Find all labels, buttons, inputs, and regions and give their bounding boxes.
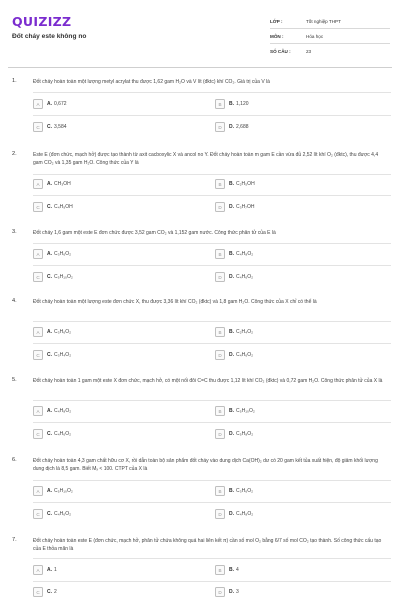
option-value: C₄H₈O₂ (236, 511, 254, 517)
option-d[interactable] (215, 429, 253, 439)
option-letter-box: A (33, 179, 43, 189)
option-value: C₅H₁₀O₂ (54, 274, 73, 280)
option-label: A. (47, 329, 52, 335)
header-divider (8, 67, 392, 68)
option-a[interactable] (33, 99, 67, 109)
option-letter-box: B (215, 565, 225, 575)
option-label: B. (229, 329, 234, 335)
question-divider (33, 480, 391, 481)
option-value: 3,584 (54, 124, 67, 130)
option-label: C. (47, 204, 52, 210)
option-divider (33, 195, 391, 196)
option-c[interactable] (33, 202, 73, 212)
question-number: 4. (12, 298, 17, 304)
option-divider (33, 265, 391, 266)
option-letter-box: A (33, 565, 43, 575)
option-label: B. (229, 101, 234, 107)
option-label: A. (47, 567, 52, 573)
question-number: 3. (12, 229, 17, 235)
option-letter-box: C (33, 202, 43, 212)
option-divider (33, 502, 391, 503)
option-divider (33, 343, 391, 344)
option-letter-box: B (215, 486, 225, 496)
option-b[interactable] (215, 99, 249, 109)
option-c[interactable] (33, 122, 67, 132)
option-letter-box: A (33, 406, 43, 416)
option-divider (33, 581, 391, 582)
option-c[interactable] (33, 272, 73, 282)
option-b[interactable] (215, 486, 253, 496)
option-letter-box: C (33, 429, 43, 439)
option-a[interactable] (33, 249, 71, 259)
option-b[interactable] (215, 249, 253, 259)
option-label: A. (47, 251, 52, 257)
option-b[interactable] (215, 406, 255, 416)
option-a[interactable] (33, 486, 73, 496)
option-letter-box: D (215, 587, 225, 597)
option-c[interactable] (33, 350, 71, 360)
option-value: C₄H₆O₂ (54, 431, 72, 437)
option-letter-box: C (33, 272, 43, 282)
option-label: D. (229, 274, 234, 280)
option-letter-box: A (33, 327, 43, 337)
option-value: C₂H₄O₂ (236, 329, 254, 335)
option-value: 1,120 (236, 101, 249, 107)
worksheet-title: Đốt cháy este không no (12, 33, 87, 40)
option-value: C₄H₆O₂ (236, 352, 254, 358)
question-number: 7. (12, 537, 17, 543)
meta-value: 23 (306, 49, 312, 54)
option-b[interactable] (215, 565, 239, 575)
option-letter-box: C (33, 509, 43, 519)
option-label: D. (229, 431, 234, 437)
option-value: 1 (54, 567, 57, 573)
worksheet-header (0, 0, 400, 62)
question-divider (33, 92, 391, 93)
question-number: 6. (12, 457, 17, 463)
option-label: A. (47, 408, 52, 414)
option-letter-box: D (215, 202, 225, 212)
question-text: Đốt cháy hoàn toàn 4,3 gam chất hữu cơ X, rồi dẫn toàn bộ sản phẩm đốt cháy vào dung dịch Ca(OH)₂ dư có 20 gam kết tủa xuất hiện, độ giảm khối lượng dung dịch là 8,5 gam. Biết Mₓ < 100. CTPT của X là (33, 458, 378, 472)
option-label: C. (47, 124, 52, 130)
option-letter-box: D (215, 272, 225, 282)
option-value: C₂H₅OH (236, 181, 255, 187)
option-letter-box: C (33, 122, 43, 132)
question-text: Đốt cháy hoàn toàn một lượng metyl acrylat thu được 1,62 gam H₂O và V lít (đktc) khí CO₂. Giá trị của V là (33, 79, 270, 85)
meta-row-subject (270, 29, 390, 44)
option-c[interactable] (33, 587, 57, 597)
question-text: Đốt cháy hoàn toàn một lượng este đơn chức X, thu được 3,36 lít khí CO₂ (đktc) và 1,8 gam H₂O. Công thức của X chỉ có thể là (33, 299, 317, 305)
option-value: C₃H₄O₂ (54, 352, 72, 358)
option-b[interactable] (215, 179, 255, 189)
option-label: C. (47, 352, 52, 358)
option-b[interactable] (215, 327, 253, 337)
option-a[interactable] (33, 327, 71, 337)
option-label: B. (229, 488, 234, 494)
option-letter-box: B (215, 249, 225, 259)
meta-row-class (270, 14, 390, 29)
option-d[interactable] (215, 122, 249, 132)
option-value: C₄H₆O₂ (236, 274, 254, 280)
option-letter-box: D (215, 509, 225, 519)
meta-key: MÔN : (270, 33, 284, 39)
option-letter-box: D (215, 350, 225, 360)
option-letter-box: C (33, 350, 43, 360)
option-label: B. (229, 251, 234, 257)
option-value: 3 (236, 589, 239, 595)
option-label: B. (229, 567, 234, 573)
question-divider (33, 174, 391, 175)
option-label: C. (47, 274, 52, 280)
question-divider (33, 558, 391, 559)
option-value: C₅H₁₀O₂ (236, 408, 255, 414)
meta-value: Hóa học (306, 33, 324, 39)
option-letter-box: D (215, 429, 225, 439)
worksheet-meta (270, 14, 390, 59)
option-a[interactable] (33, 406, 71, 416)
question-text: Đốt cháy hoàn toàn 1 gam một este X đơn chức, mạch hở, có một nối đôi C=C thu được 1,12 lít khí CO₂ (đktc) và 0,72 gam H₂O. Công thức phân tử của X là (33, 378, 383, 384)
option-label: D. (229, 511, 234, 517)
option-label: D. (229, 124, 234, 130)
option-value: 0,672 (54, 101, 67, 107)
option-letter-box: C (33, 587, 43, 597)
option-label: D. (229, 204, 234, 210)
question-divider (33, 400, 391, 401)
meta-row-count (270, 44, 390, 59)
option-label: B. (229, 181, 234, 187)
question-text: Đốt cháy hoàn toàn este E (đơn chức, mạch hở, phân tử chứa không quá hai liên kết π) cần số mol O₂ bằng 6/7 số mol CO₂ tạo thành. Số công thức cấu tạo của E thỏa mãn là (33, 538, 382, 552)
question-number: 2. (12, 151, 17, 157)
question-text: Đốt cháy 1,6 gam một este E đơn chức được 3,52 gam CO₂ và 1,152 gam nước. Công thức phân tử của E là (33, 230, 276, 236)
option-value: C₄H₆O₂ (54, 511, 72, 517)
option-d[interactable] (215, 587, 239, 597)
question-divider (33, 243, 391, 244)
option-letter-box: B (215, 406, 225, 416)
option-a[interactable] (33, 565, 57, 575)
option-label: A. (47, 101, 52, 107)
option-label: C. (47, 431, 52, 437)
quizizz-logo: QUIZIZZ (12, 14, 72, 29)
option-letter-box: B (215, 327, 225, 337)
option-label: D. (229, 589, 234, 595)
option-value: 2 (54, 589, 57, 595)
option-label: C. (47, 589, 52, 595)
option-d[interactable] (215, 350, 253, 360)
option-letter-box: A (33, 99, 43, 109)
question-number: 5. (12, 377, 17, 383)
option-label: B. (229, 408, 234, 414)
option-letter-box: A (33, 486, 43, 496)
option-value: C₄H₉OH (54, 204, 73, 210)
question-text: Este E (đơn chức, mạch hở) được tạo thành từ axit cacboxylic X và ancol no Y. Đốt cháy hoàn toàn m gam E cần vừa đủ 2,52 lít khí O₂ (đktc), thu được 4,4 gam CO₂ và 1,35 gam H₂O. Công thức của Y là (33, 152, 379, 166)
option-divider (33, 115, 391, 116)
option-value: CH₃OH (54, 181, 71, 187)
option-value: C₅H₁₀O₂ (54, 488, 73, 494)
option-value: C₅H₈O₂ (236, 431, 254, 437)
option-value: 4 (236, 567, 239, 573)
option-label: C. (47, 511, 52, 517)
option-a[interactable] (33, 179, 71, 189)
meta-key: LỚP : (270, 18, 283, 24)
question-divider (33, 321, 391, 322)
option-letter-box: B (215, 99, 225, 109)
question-number: 1. (12, 78, 17, 84)
option-value: 2,688 (236, 124, 249, 130)
meta-key: SỐ CÂU : (270, 49, 291, 54)
option-d[interactable] (215, 272, 253, 282)
option-label: A. (47, 181, 52, 187)
option-divider (33, 422, 391, 423)
meta-value: Tốt nghiệp THPT (306, 18, 341, 24)
option-label: A. (47, 488, 52, 494)
option-letter-box: B (215, 179, 225, 189)
option-letter-box: D (215, 122, 225, 132)
option-d[interactable] (215, 202, 254, 212)
option-value: C₄H₈O₂ (236, 251, 254, 257)
option-value: C₃H₇OH (236, 204, 255, 210)
option-value: C₃H₆O₂ (54, 251, 72, 257)
option-c[interactable] (33, 509, 71, 519)
option-d[interactable] (215, 509, 253, 519)
option-value: C₃H₆O₂ (54, 329, 72, 335)
option-letter-box: A (33, 249, 43, 259)
option-value: C₄H₈O₂ (54, 408, 72, 414)
option-label: D. (229, 352, 234, 358)
option-value: C₃H₆O₂ (236, 488, 254, 494)
option-c[interactable] (33, 429, 71, 439)
